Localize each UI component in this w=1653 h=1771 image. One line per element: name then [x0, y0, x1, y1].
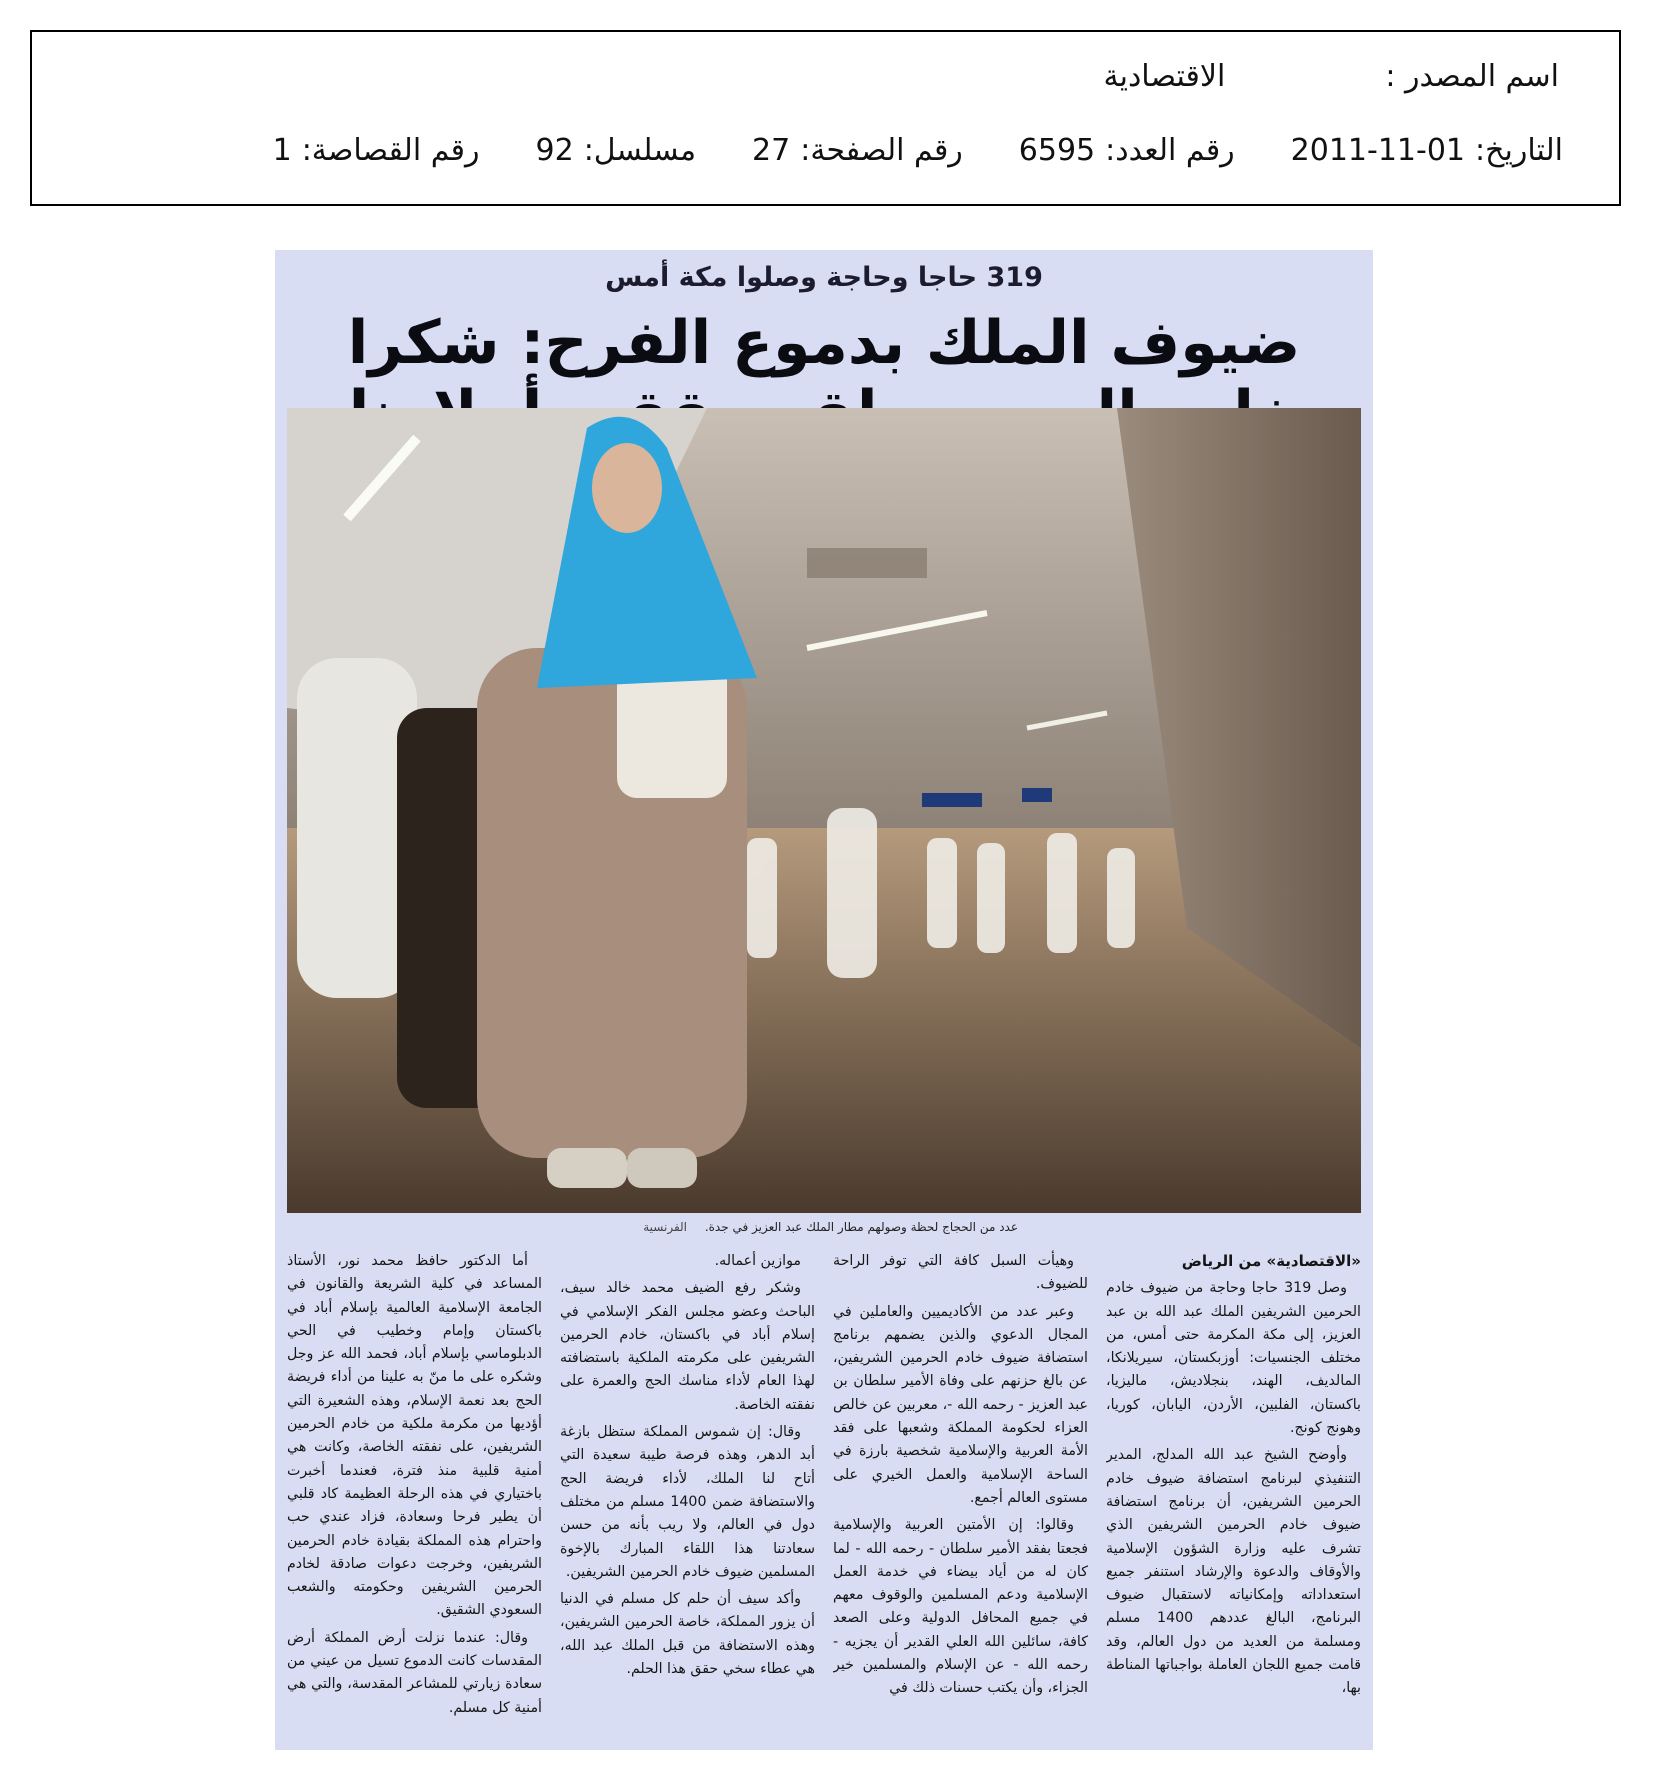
issue-label: رقم العدد:: [1105, 132, 1235, 168]
article-body: [287, 1250, 1361, 1744]
article-column-2: [833, 1250, 1088, 1744]
article-headline: ضيوف الملك بدموع الفرح: شكرا: [347, 308, 1301, 378]
source-value: الاقتصادية: [1103, 58, 1226, 94]
source-label: اسم المصدر :: [1385, 58, 1559, 94]
date-field: [1291, 133, 1563, 168]
date-value: 2011-11-01: [1290, 132, 1466, 168]
byline: «الاقتصادية» من الرياض: [1181, 1252, 1361, 1270]
paragraph: وعبر عدد من الأكاديميين والعاملين في المجال الدعوي والذين يضمهم برنامج استضافة ضيوف خادم الحرمين الشريفين، عن بالغ حزنهم على وفاة الأمير سلطان بن عبد العزيز - رحمه الله -، معربين عن خالص العزاء لحكومة المملكة وشعبها على فقد الأمة العربية والإسلامية شخصية بارزة في الساحة الإسلامية والعمل الخيري على مستوى العالم أجمع.: [833, 1303, 1088, 1506]
paragraph: موازين أعماله.: [714, 1253, 801, 1269]
metadata-row: [72, 128, 1563, 172]
clip-number-field: [273, 133, 480, 168]
article-kicker: 319 حاجا وحاجة وصلوا مكة أمس: [605, 262, 1043, 293]
paragraph: وقال: عندما نزلت أرض المملكة أرض المقدسات كانت الدموع تسيل من عيني من سعادة زيارتي للمشاعر المقدسة، والتي هي أمنية كل مسلم.: [287, 1629, 542, 1716]
clip-number-value: 1: [272, 132, 292, 168]
paragraph: وقال: إن شموس المملكة ستظل بازغة أبد الدهر، وهذه فرصة طيبة سعيدة التي أتاح لنا الملك، لأداء فريضة الحج والاستضافة ضمن 1400 مسلم من مختلف دول في العالم، ولا ريب بأنه من حسن سعادتنا هذا اللقاء المبارك بالإخوة المسلمين ضيوف خادم الحرمين الشريفين.: [560, 1424, 815, 1580]
serial-field: [536, 133, 697, 168]
photo-caption: [643, 1220, 1018, 1234]
clipping-info-box: [30, 30, 1621, 206]
article-column-1: [1106, 1250, 1361, 1744]
paragraph: وقالوا: إن الأمتين العربية والإسلامية فجعتا بفقد الأمير سلطان - رحمه الله - لما كان له من أياد بيضاء في خدمة العمل الإسلامية ودعم المسلمين والوقوف معهم في جميع المحافل الدولية وعلى الصعد كافة، سائلين الله العلي القدير أن يجزيه - رحمه الله - عن الإسلام والمسلمين خير الجزاء، وأن يكتب حسنات ذلك في: [833, 1517, 1088, 1697]
newspaper-clipping: [275, 250, 1373, 1750]
paragraph: وأوضح الشيخ عبد الله المدلج، المدير التنفيذي لبرنامج استضافة ضيوف خادم الحرمين الشريفين، أن برنامج استضافة ضيوف خادم الحرمين الشريفين الذي تشرف عليه وزارة الشؤون الإسلامية والأوقاف والدعوة والإرشاد استنفر جميع استعداداته وإمكانياته لاستقبال ضيوف البرنامج، البالغ عددهم 1400 مسلم ومسلمة من العديد من دول العالم، وقد قامت جميع اللجان العاملة بواجباتها المناطة بها،: [1106, 1447, 1361, 1697]
airport-pilgrims-photo: [287, 408, 1361, 1213]
paragraph: وأكد سيف أن حلم كل مسلم في الدنيا أن يزور المملكة، خاصة الحرمين الشريفين، وهذه الاستضافة من قبل الملك عبد الله، هي عطاء سخي حقق هذا الحلم.: [560, 1591, 815, 1678]
issue-value: 6595: [1018, 132, 1096, 168]
clip-number-label: رقم القصاصة:: [301, 132, 480, 168]
serial-label: مسلسل:: [583, 132, 697, 168]
paragraph: وصل 319 حاجا وحاجة من ضيوف خادم الحرمين الشريفين الملك عبد الله بن عبد العزيز، إلى مكة المكرمة حتى أمس، من مختلف الجنسيات: أوزبكستان، سيريلانكا، المالديف، الهند، بنجلاديش، ماليزيا، باكستان، الفلبين، الأردن، اليابان، كوريا، وهونج كونج.: [1106, 1280, 1361, 1437]
date-label: التاريخ:: [1475, 132, 1563, 168]
serial-value: 92: [535, 132, 574, 168]
paragraph: وهيأت السبل كافة التي توفر الراحة للضيوف.: [833, 1253, 1088, 1293]
photo-credit: الفرنسية: [643, 1220, 687, 1234]
page-value: 27: [752, 132, 791, 168]
caption-text: عدد من الحجاج لحظة وصولهم مطار الملك عبد العزيز في جدة.: [704, 1220, 1018, 1234]
paragraph: أما الدكتور حافظ محمد نور، الأستاذ المساعد في كلية الشريعة والقانون في الجامعة الإسلامية العالمية بإسلام أباد في باكستان وإمام وخطيب في الحي الدبلوماسي بإسلام أباد، فحمد الله عز وجل وشكره على ما منّ به علينا من أداء فريضة الحج بعد نعمة الإسلام، وهذه الشعيرة التي أؤديها من مكرمة ملكية من خادم الحرمين الشريفين، على نفقته الخاصة، وكانت هي أمنية قلبية منذ فترة، فعندما أخبرت باختياري في هذه الرحلة العظيمة كاد قلبي أن يطير فرحا وسعادة، فزاد عندي حب واحترام هذه المملكة بقيادة خادم الحرمين الشريفين، وخرجت دعوات صادقة لخادم الحرمين الشريفين وحكومته والشعب السعودي الشقيق.: [287, 1253, 542, 1619]
article-column-3: [560, 1250, 815, 1744]
paragraph: وشكر رفع الضيف محمد خالد سيف، الباحث وعضو مجلس الفكر الإسلامي في إسلام أباد في باكستان، خادم الحرمين الشريفين على مكرمته الملكية باستضافته لهذا العام لأداء مناسك الحج والعمرة على نفقته الخاصة.: [560, 1280, 815, 1413]
photo-illustration: [287, 408, 1361, 1213]
article-column-4: [287, 1250, 542, 1744]
page-field: [752, 133, 963, 168]
source-row: [72, 54, 1559, 98]
page-label: رقم الصفحة:: [800, 132, 963, 168]
issue-field: [1019, 133, 1235, 168]
